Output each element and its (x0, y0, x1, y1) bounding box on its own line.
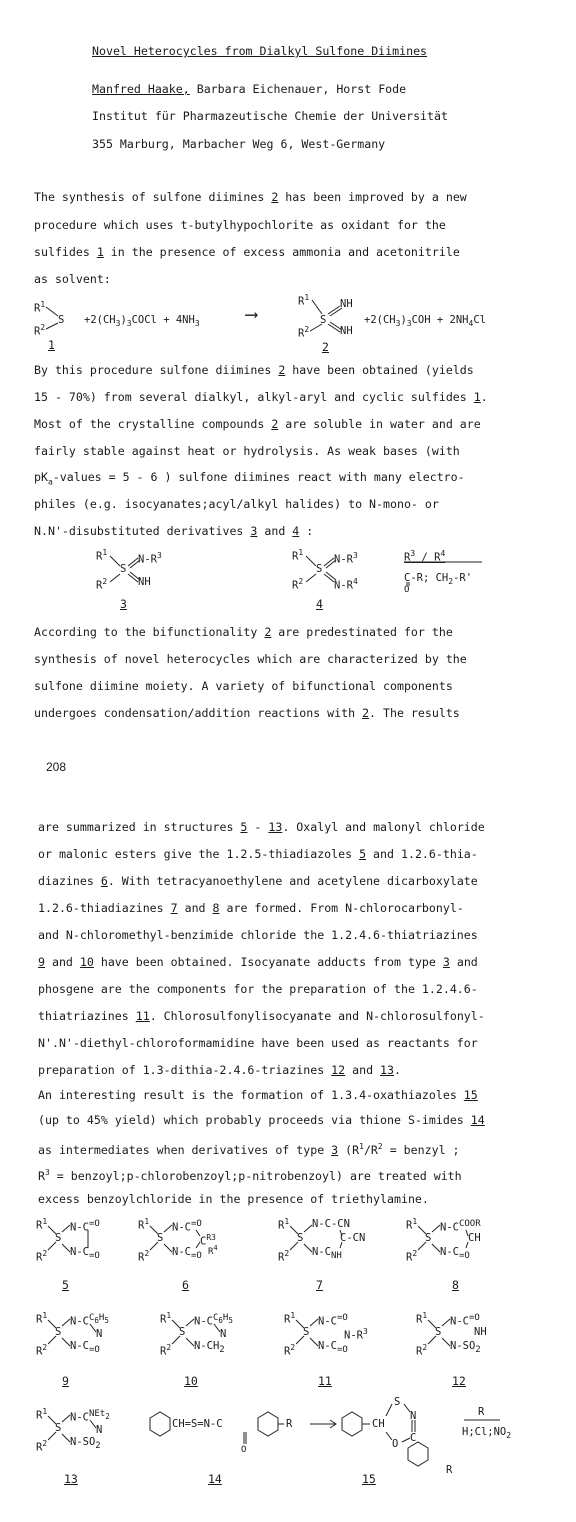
label-7: 7 (316, 1278, 323, 1292)
para3-line: According to the bifunctionality 2 are predestinated for the (34, 625, 453, 639)
d3-r1: $R^1$ (96, 548, 108, 563)
para2-line: $pK_a$-values = 5 - 6 ) sulfone diimines react with many electro- (34, 470, 465, 487)
page-number: 208 (46, 760, 67, 774)
intro-line: as solvent: (34, 272, 111, 286)
substituent-table-row: C-R; $CH_2-R'$ (404, 572, 473, 587)
r2: $R^2$ (298, 325, 310, 340)
r1: $R^1$ (298, 293, 310, 308)
d3-s: S (120, 563, 127, 575)
nh-top: NH (340, 298, 353, 310)
label-10: 10 (184, 1374, 198, 1388)
nh-bottom: NH (340, 325, 353, 337)
institute: Institut für Pharmazeutische Chemie der Universität (92, 109, 448, 123)
para4-line: diazines 6. With tetracyanoethylene and acetylene dicarboxylate (38, 874, 478, 888)
label-11: 11 (318, 1374, 332, 1388)
d4-nr3: $N-R^3$ (334, 551, 358, 566)
d4-r2: $R^2$ (292, 577, 304, 592)
para2-line: Most of the crystalline compounds 2 are soluble in water and are (34, 417, 481, 431)
authors-rest: Barbara Eichenauer, Horst Fode (196, 82, 407, 96)
label-13: 13 (64, 1472, 78, 1486)
para4-line: preparation of 1.3-dithia-2.4.6-triazines 12 and 13. (38, 1063, 401, 1077)
authors (92, 82, 406, 96)
d3-r2: $R^2$ (96, 577, 108, 592)
label-15: 15 (362, 1472, 376, 1486)
d4-nr4: $N-R^4$ (334, 577, 358, 592)
para4-line: 9 and 10 have been obtained. Isocyanate adducts from type 3 and (38, 955, 478, 969)
address: 355 Marburg, Marbacher Weg 6, West-Germany (92, 137, 386, 151)
para4-line: An interesting result is the formation of 1.3.4-oxathiazoles 15 (38, 1088, 478, 1102)
para2-line: philes (e.g. isocyanates;acyl/alkyl halides) to N-mono- or (34, 497, 439, 511)
para4-line: $R^3$ = benzoyl;p-chlorobenzoyl;p-nitrobenzoyl) are treated with (38, 1168, 462, 1183)
d3-nh: NH (138, 576, 151, 588)
para3-line: sulfone diimine moiety. A variety of bifunctional components (34, 679, 453, 693)
d4-r1: $R^1$ (292, 548, 304, 563)
d3-nr3: $N-R^3$ (138, 551, 162, 566)
label-3: 3 (120, 597, 127, 611)
label-8: 8 (452, 1278, 459, 1292)
para4-line: excess benzoylchloride in the presence of triethylamine. (38, 1192, 429, 1206)
para4-line: are summarized in structures 5 - 13. Oxalyl and malonyl chloride (38, 820, 485, 834)
para3-line: synthesis of novel heterocycles which are characterized by the (34, 652, 467, 666)
para4-line: or malonic esters give the 1.2.5-thiadiazoles 5 and 1.2.6-thia- (38, 847, 478, 861)
para4-line: thiatriazines 11. Chlorosulfonylisocyanate and N-chlorosulfonyl- (38, 1009, 485, 1023)
paper-title: Novel Heterocycles from Dialkyl Sulfone Diimines (92, 44, 428, 58)
reagents: $+2(CH_3)_3COCl + 4NH_3$ (84, 314, 200, 329)
label-14: 14 (208, 1472, 222, 1486)
compound-ref: 1 (96, 245, 104, 259)
intro-line: sulfides 1 in the presence of excess ammonia and acetonitrile (34, 245, 460, 259)
para2-line: 15 - 70%) from several dialkyl, alkyl-aryl and cyclic sulfides 1. (34, 390, 488, 404)
products: $+2(CH_3)_3COH + 2NH_4Cl$ (364, 314, 486, 329)
label-12: 12 (452, 1374, 466, 1388)
sulfur: S (58, 314, 65, 326)
label-6: 6 (182, 1278, 189, 1292)
substituent-table-oxygen: O (404, 585, 410, 595)
reaction-arrow: ⟶ (246, 304, 257, 325)
para2-line: fairly stable against heat or hydrolysis. As weak bases (with (34, 444, 460, 458)
para4-line: and N-chloromethyl-benzimide chloride the 1.2.4.6-thiatriazines (38, 928, 478, 942)
label-sulfide: 1 (48, 338, 55, 352)
para4-line: (up to 45% yield) which probably proceeds via thione S-imides 14 (38, 1113, 485, 1127)
para2-line: By this procedure sulfone diimines 2 have been obtained (yields (34, 363, 474, 377)
label-4: 4 (316, 597, 323, 611)
label-9: 9 (62, 1374, 69, 1388)
r1: $R^1$ (34, 300, 46, 315)
label-5: 5 (62, 1278, 69, 1292)
para4-line: N'.N'-diethyl-chloroformamidine have been used as reactants for (38, 1036, 478, 1050)
r2: $R^2$ (34, 323, 46, 338)
para4-line: phosgene are the components for the preparation of the 1.2.4.6- (38, 982, 478, 996)
para4-line: as intermediates when derivatives of type 3 ($R^1/R^2$ = benzyl ; (38, 1142, 460, 1157)
compound-ref: 2 (271, 190, 279, 204)
sulfur: S (320, 314, 327, 326)
substituent-table-head: $R^3 / R^4$ (404, 549, 446, 564)
intro-line: procedure which uses t-butylhypochlorite as oxidant for the (34, 218, 446, 232)
para4-line: 1.2.6-thiadiazines 7 and 8 are formed. From N-chlorocarbonyl- (38, 901, 464, 915)
para3-line: undergoes condensation/addition reactions with 2. The results (34, 706, 460, 720)
author-haake: Manfred Haake, (92, 82, 190, 96)
d4-s: S (316, 563, 323, 575)
para2-line: N.N'-disubstituted derivatives 3 and 4 : (34, 524, 314, 538)
label-diimine: 2 (322, 340, 329, 354)
intro-line: The synthesis of sulfone diimines 2 has been improved by a new (34, 190, 467, 204)
